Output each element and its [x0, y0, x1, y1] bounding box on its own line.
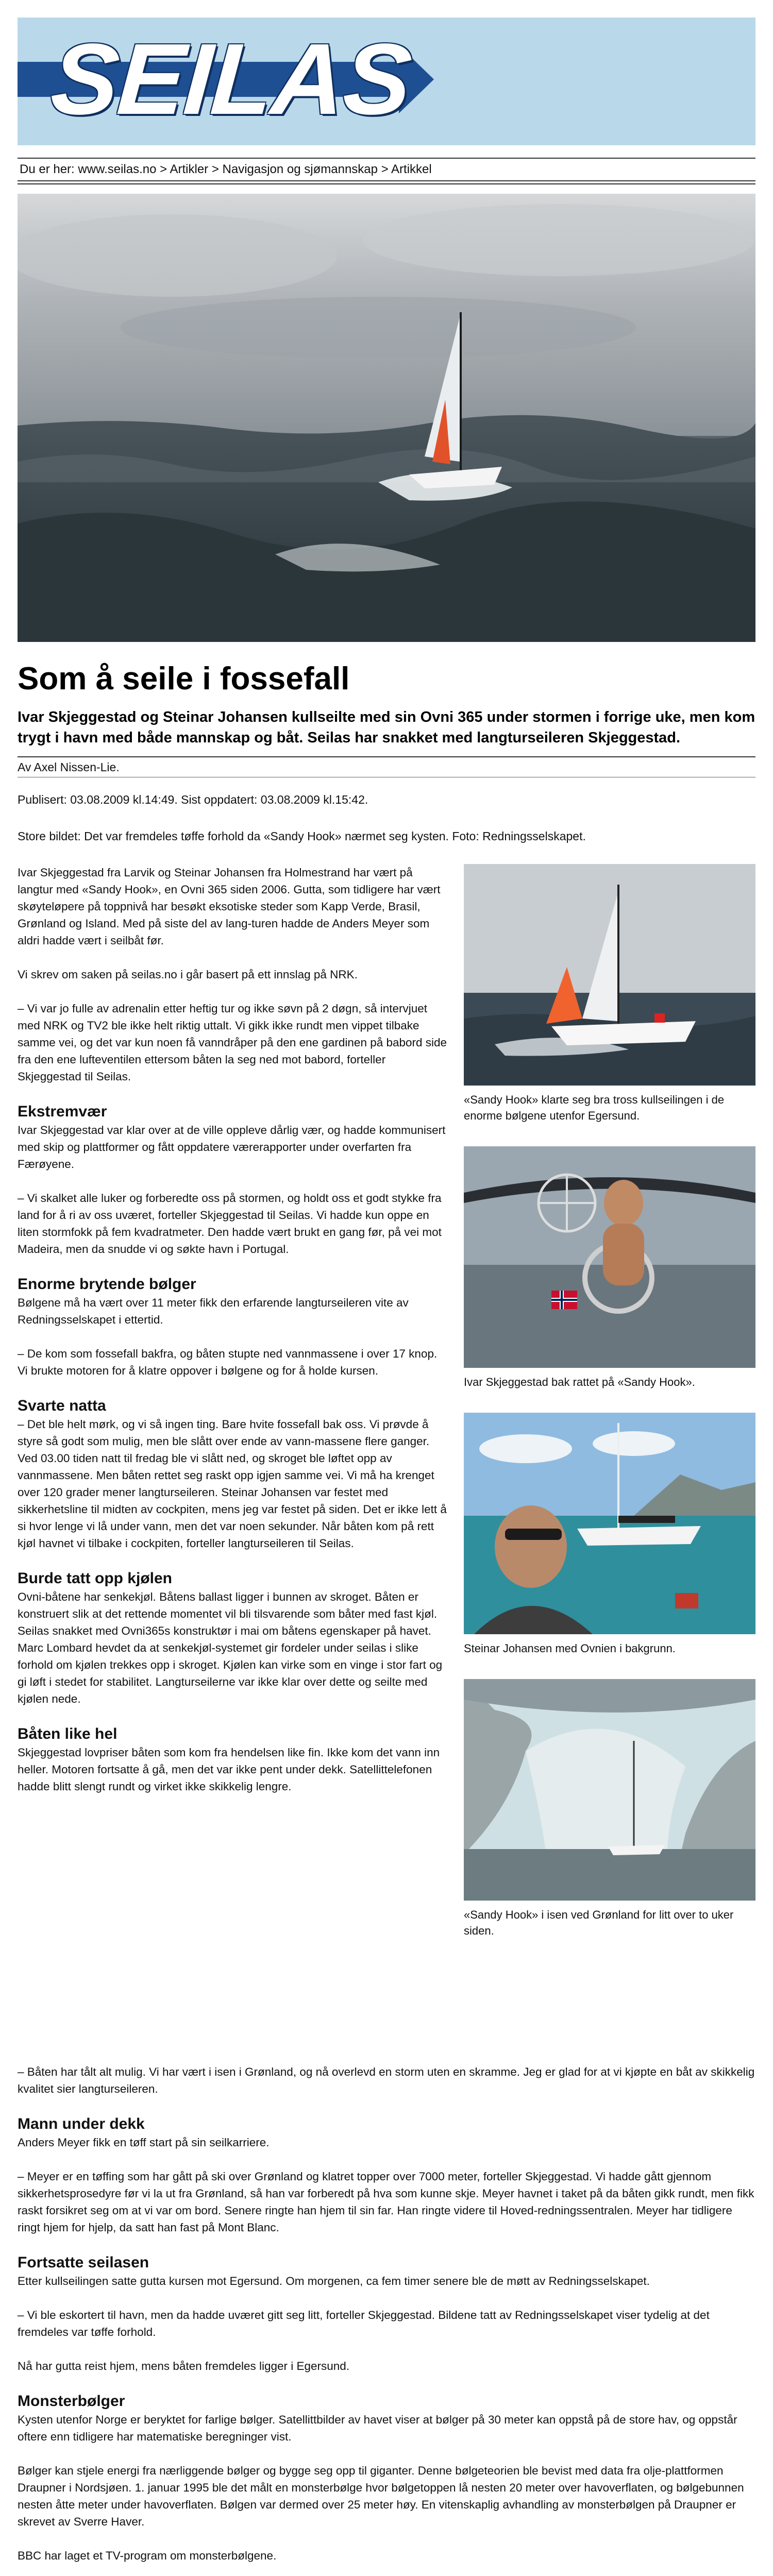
- photo-figure: [464, 864, 755, 1124]
- paragraph: – De kom som fossefall bakfra, og båten stupte ned vannmassene i over 17 knop. Vi brukte motoren for å klatre oppover i bølgene og for å holde kursen.: [18, 1347, 438, 1377]
- paragraph: – Vi ble eskortert til havn, men da hadde uværet gitt seg litt, forteller Skjeggestad. Bildene tatt av Redningsselskapet viser tydelig at det fremdeles var tøffe forhold.: [18, 2309, 710, 2338]
- paragraph: Nå har gutta reist hjem, mens båten fremdeles ligger i Egersund.: [18, 2360, 350, 2372]
- subheading: Båten like hel: [18, 1725, 117, 1742]
- paragraph: Ivar Skjeggestad fra Larvik og Steinar Johansen fra Holmestrand har vært på langtur med «Sandy Hook», en Ovni 365 siden 2006. Gutta, som tidligere har vært skøyteløpere på toppnivå har besøkt eksotiske steder som Kapp Verde, Brasil, Grønland og Island. Med på siste del av lang-turen hadde de Anders Meyer som aldri hadde vært i seilbåt før.: [18, 866, 441, 947]
- breadcrumb: [18, 158, 755, 181]
- article-title: Som å seile i fossefall: [18, 661, 350, 697]
- photo-figure: [464, 1146, 755, 1390]
- subheading: Fortsatte seilasen: [18, 2254, 149, 2271]
- breadcrumb-separator: >: [381, 162, 389, 176]
- breadcrumb-item-home[interactable]: www.seilas.no: [78, 162, 157, 176]
- breadcrumb-item-articles[interactable]: Artikler: [170, 162, 209, 176]
- article-lead: Ivar Skjeggestad og Steinar Johansen kullseilte med sin Ovni 365 under stormen i forrige uke, men kom trygt i havn med både mannskap og båt. Seilas har snakket med langturseileren Skjeggestad.: [18, 709, 755, 746]
- hero-photo-illustration: [18, 194, 755, 642]
- publish-info: Publisert: 03.08.2009 kl.14:49. Sist oppdatert: 03.08.2009 kl.15:42.: [18, 793, 368, 806]
- photo-caption: Ivar Skjeggestad bak rattet på «Sandy Hook».: [464, 1376, 695, 1388]
- paragraph: Ivar Skjeggestad var klar over at de ville oppleve dårlig vær, og hadde kommunisert med skip og plattformer og fått oppdatere værerapporter under overfarten fra Færøyene.: [18, 1124, 446, 1171]
- photo-illustration: [464, 1413, 755, 1634]
- breadcrumb-separator: >: [211, 162, 219, 176]
- subheading: Burde tatt opp kjølen: [18, 1570, 172, 1587]
- breadcrumb-item-category[interactable]: Navigasjon og sjømannskap: [222, 162, 378, 176]
- photo-figure: [464, 1413, 755, 1656]
- photo-caption: Steinar Johansen med Ovnien i bakgrunn.: [464, 1642, 676, 1655]
- hero-photo: [18, 194, 755, 642]
- photo-caption: «Sandy Hook» i isen ved Grønland for litt over to uker siden.: [464, 1908, 734, 1937]
- article-main-column: [18, 864, 450, 1812]
- paragraph: – Meyer er en tøffing som har gått på ski over Grønland og klatret topper over 7000 meter, forteller Skjeggestad. Vi hadde gått gjennom sikkerhetsprosedyre før vi la ut fra Grønland, så han var forberedt på hva som kunne skje. Meyer havnet i taket på da båten gikk rundt, men fikk raskt forsikret seg om at vi var om bord. Senere ringte han hjem til sin far. Han ringte videre til Hoved-redningssentralen. Meyer har tidligere ringt hjem for hjelp, da satt han fast på Mont Blanc.: [18, 2170, 754, 2234]
- photo-illustration: [464, 1679, 755, 1901]
- site-logo[interactable]: SEILAS: [47, 23, 414, 135]
- paragraph[interactable]: BBC har laget et TV-program om monsterbølgene.: [18, 2549, 277, 2562]
- paragraph: Skjeggestad lovpriser båten som kom fra hendelsen like fin. Ikke kom det vann inn heller. Motoren fortsatte å gå, men det var ikke pent under dekk. Satellittelefonen hadde blitt slengt rundt og virket ikke skikkelig lengre.: [18, 1746, 440, 1793]
- paragraph: Anders Meyer fikk en tøff start på sin seilkarriere.: [18, 2136, 270, 2149]
- paragraph: – Det ble helt mørk, og vi så ingen ting. Bare hvite fossefall bak oss. Vi prøvde å styre så godt som mulig, men ble slått over ende av vann-massene flere ganger. Ved 03.00 tiden natt til fredag ble vi slått ned, og skroget ble løftet opp av vannmassene. Men båten rettet seg raskt opp igjen samme vei. Vi må ha krenget over 120 grader mener langturseileren. Steinar Johansen var festet med sikkerhetsline til midten av cockpiten, mens jeg var festet på siden. Det er ikke lett å si hvor lenge vi lå under vann, men det var noen sekunder. Når båten kom på rett kjøl havnet vi tilbake i cockpiten, forteller langturseileren til Seilas.: [18, 1418, 447, 1550]
- paragraph: Kysten utenfor Norge er beryktet for farlige bølger. Satellittbilder av havet viser at bølger på 30 meter kan oppstå på de store hav, og oppstår oftere enn tidligere har matematiske beregninger vist.: [18, 2413, 737, 2443]
- photo-illustration: [464, 1146, 755, 1368]
- site-banner[interactable]: [18, 18, 755, 145]
- paragraph: Vi skrev om saken på seilas.no i går basert på ett innslag på NRK.: [18, 968, 358, 981]
- photo-boat-in-ice[interactable]: [464, 1679, 755, 1901]
- photo-figure: [464, 1679, 755, 1939]
- subheading: Monsterbølger: [18, 2393, 125, 2410]
- photo-skipper-at-helm[interactable]: [464, 1146, 755, 1368]
- breadcrumb-item-current: Artikkel: [391, 162, 432, 176]
- article-byline[interactable]: Av Axel Nissen-Lie.: [18, 756, 755, 777]
- breadcrumb-prefix: Du er her:: [20, 162, 75, 176]
- photo-column: [464, 864, 755, 1961]
- photo-illustration: [464, 864, 755, 1086]
- article-continued: [18, 2063, 755, 2576]
- photo-steinar-with-boat[interactable]: [464, 1413, 755, 1634]
- breadcrumb-separator: >: [160, 162, 167, 176]
- photo-caption: «Sandy Hook» klarte seg bra tross kullseilingen i de enorme bølgene utenfor Egersund.: [464, 1093, 725, 1122]
- subheading: Mann under dekk: [18, 2115, 145, 2132]
- paragraph: Bølger kan stjele energi fra nærliggende bølger og bygge seg opp til giganter. Denne bølgeteorien ble bevist med data fra olje-plattformen Draupner i Nordsjøen. 1. januar 1995 ble det målt en monsterbølge hvor bølgetoppen lå nesten 20 meter over havoverflaten, og bølgebunnen nesten åtte meter under havoverflaten. Bølgen var dermed over 25 meter høy. En vitenskaplig avhandling av monsterbølgen på Draupner er skrevet av Sverre Haver.: [18, 2464, 744, 2528]
- paragraph: Etter kullseilingen satte gutta kursen mot Egersund. Om morgenen, ca fem timer senere ble de møtt av Redningsselskapet.: [18, 2275, 650, 2287]
- paragraph: – Vi skalket alle luker og forberedte oss på stormen, og holdt oss et godt stykke fra land for å ri av oss uværet, forteller Skjeggestad til Seilas. Vi hadde kun oppe en liten stormfokk på fem kvadratmeter. Den hadde vært brukt en gang før, på vei mot Madeira, men da snudde vi og søkte havn i Portugal.: [18, 1192, 442, 1256]
- article-body: [18, 864, 755, 1997]
- photo-boat-after-storm[interactable]: [464, 864, 755, 1086]
- paragraph: – Båten har tålt alt mulig. Vi har vært i isen i Grønland, og nå overlevd en storm uten en skramme. Jeg er glad for at vi kjøpte en båt av skikkelig kvalitet sier langturseileren.: [18, 2065, 755, 2095]
- paragraph: Ovni-båtene har senkekjøl. Båtens ballast ligger i bunnen av skroget. Båten er konstruert slik at det rettende momentet vil bli tilsvarende som båter med fast kjøl. Seilas snakket med Ovni365s konstruktør i mai om båtens egenskaper på havet. Marc Lombard hevdet da at senkekjøl-systemet gir fordeler under seilas i slike forhold om kjølen trekkes opp i skroget. Kjølen kan virke som en vinge i stor fart og gi løft i stedet for stabilitet. Langturseilerne var ikke klar over dette og seilte med kjølen nede.: [18, 1590, 443, 1705]
- paragraph: Bølgene må ha vært over 11 meter fikk den erfarende langturseileren vite av Redningsselskapet i ettertid.: [18, 1296, 409, 1326]
- subheading: Enorme brytende bølger: [18, 1276, 196, 1293]
- page: [18, 18, 755, 1997]
- subheading: Svarte natta: [18, 1397, 106, 1414]
- divider: [18, 183, 755, 184]
- hero-caption: Store bildet: Det var fremdeles tøffe forhold da «Sandy Hook» nærmet seg kysten. Foto: Redningsselskapet.: [18, 829, 586, 843]
- subheading: Ekstremvær: [18, 1103, 107, 1120]
- paragraph: – Vi var jo fulle av adrenalin etter heftig tur og ikke søvn på 2 døgn, så intervjuet med NRK og TV2 ble ikke helt riktig uttalt. Vi gikk ikke rundt men vippet tilbake samme vei, og det var kun noen få vanndråper på den ene gardinen på babord side fra den ene lufteventilen ettersom båten la seg ned mot babord, forteller Skjeggestad til Seilas.: [18, 1002, 447, 1083]
